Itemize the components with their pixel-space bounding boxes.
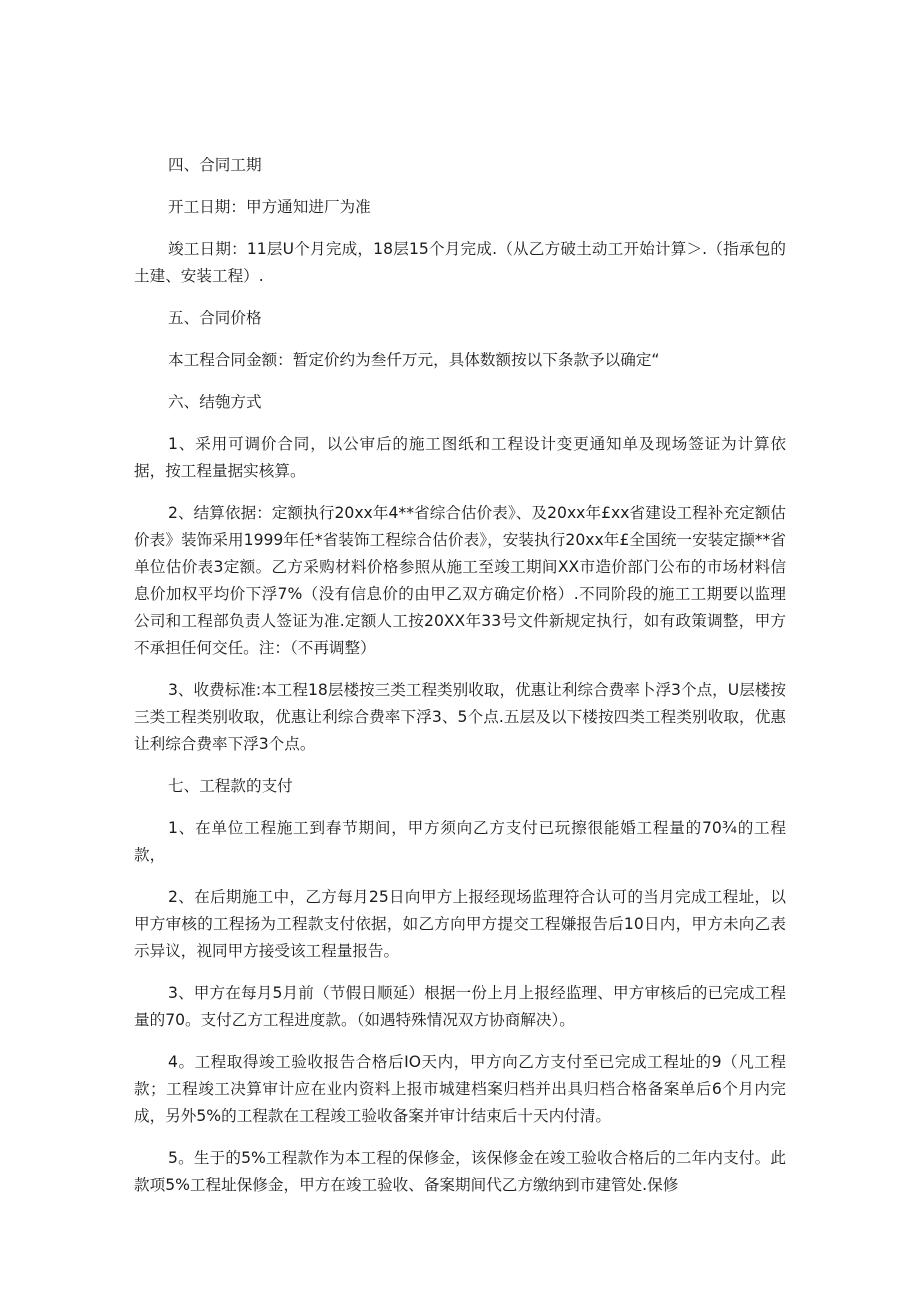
paragraph-payment-5: 5。生于的5%工程款作为本工程的保修金，该保修金在竣工验收合格后的二年内支付。此款项5%工程址保修金，甲方在竣工验收、备案期间代乙方缴纳到市建管处.保修 bbox=[134, 1149, 786, 1194]
paragraph-payment-2: 2、在后期施工中，乙方每月25日向甲方上报经现场监理符合认可的当月完成工程址，以甲方审核的工程扬为工程款支付依据，如乙方向甲方提交工程嫌报告后10日内，甲方未向乙表示异议，视同甲方接受该工程量报告。 bbox=[134, 888, 786, 960]
paragraph-start-date: 开工日期：甲方通知进厂为准 bbox=[168, 198, 371, 216]
paragraph-payment-3: 3、甲方在每月5月前（节假日顺延）根据一份上月上报经监理、甲方审核后的已完成工程量的70。支付乙方工程进度款。（如遇特殊情况双方协商解决）。 bbox=[134, 984, 786, 1029]
paragraph-completion-date: 竣工日期：11层U个月完成，18层15个月完成.（从乙方破土动工开始计算＞.（指承包的土建、安装工程）. bbox=[134, 240, 786, 285]
section-heading-contract-price: 五、合同价格 bbox=[168, 309, 262, 327]
paragraph-settlement-2: 2、结算依据：定额执行20xx年4**省综合估价表》、及20xx年£xx省建设工程补充定额估价表》装饰采用1999年任*省装饰工程综合估价表》，安装执行20xx年£全国统一安装定撷**省单位估价表3定额。乙方采购材料价格参照从施工至竣工期间XX市造价部门公布的市场材料信息价加权平均价下浮7%（没有信息价的由甲乙双方确定价格）.不同阶段的施工工期要以监理公司和工程部负责人签证为准.定额人工按20XX年33号文件新规定执行，如有政策调整，甲方不承担任何交任。注：（不再调整） bbox=[134, 504, 786, 657]
paragraph-payment-1: 1、在单位工程施工到春节期间，甲方须向乙方支付已玩擦很能婚工程量的70¾的工程款， bbox=[134, 819, 786, 864]
paragraph-settlement-3: 3、收费标准:本工程18层楼按三类工程类别收取，优惠让利综合费率卜浮3个点，U层楼按三类工程类别收取，优惠让利综合费率下浮3、5个点.五层及以下楼按四类工程类别收取，优惠让利综合费率下浮3个点。 bbox=[134, 681, 786, 753]
paragraph-settlement-1: 1、采用可调价合同，以公审后的施工图纸和工程设计变更通知单及现场签证为计算依据，按工程量据实核算。 bbox=[134, 435, 786, 480]
section-heading-payment: 七、工程款的支付 bbox=[168, 777, 293, 795]
section-heading-settlement: 六、结匏方式 bbox=[168, 393, 262, 411]
paragraph-payment-4: 4。工程取得竣工验收报告合格后IO天内，甲方向乙方支付至已完成工程址的9（凡工程款；工程竣工决算审计应在业内资料上报市城建档案归档并出具归档合格备案单后6个月内完成，另外5%的工程款在工程竣工验收备案并审计结束后十天内付清。 bbox=[134, 1053, 786, 1125]
section-heading-contract-period: 四、合同工期 bbox=[168, 156, 262, 174]
paragraph-contract-amount: 本工程合同金额：暂定价约为叁仟万元，具体数额按以下条款予以确定“ bbox=[168, 351, 660, 369]
document-page bbox=[134, 152, 786, 1214]
